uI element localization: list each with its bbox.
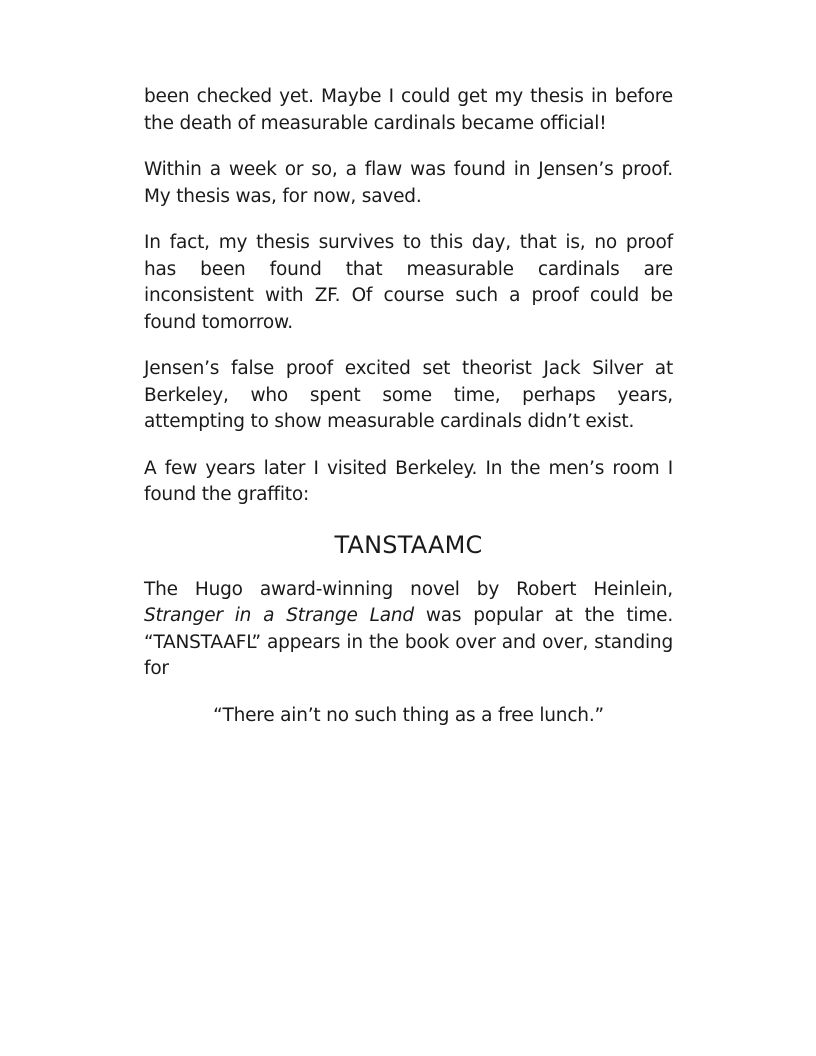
heinlein-text-before: The Hugo award-winning novel by Robert Heinlein, <box>144 578 673 600</box>
paragraph-thesis-before-death: been checked yet. Maybe I could get my thesis in before the death of measurable cardinals became official! <box>144 86 673 134</box>
graffito-text: TANSTAAMC <box>334 530 483 559</box>
novel-title: Stranger in a Strange Land <box>144 605 414 626</box>
paragraph-berkeley-visit: A few years later I visited Berkeley. In the men’s room I found the graffito: <box>144 457 673 505</box>
paragraph-thesis-survives: In fact, my thesis survives to this day, that is, no proof has been found that measurable cardinals are inconsistent with ZF. Of course such a proof could be found tomorrow. <box>144 232 673 333</box>
heinlein-text-after: was popular at the time. “TANSTAAFL” appears in the book over and over, standing for <box>144 605 674 679</box>
document-page <box>144 84 673 729</box>
paragraph-jack-silver: Jensen’s false proof excited set theorist Jack Silver at Berkeley, who spent some time, perhaps years, attempting to show measurable cardinals didn’t exist. <box>144 358 673 432</box>
paragraph-heinlein-novel <box>144 577 673 683</box>
paragraph-flaw-found: Within a week or so, a flaw was found in Jensen’s proof. My thesis was, for now, saved. <box>144 159 673 207</box>
free-lunch-quote: “There ain’t no such thing as a free lunch.” <box>213 704 604 726</box>
